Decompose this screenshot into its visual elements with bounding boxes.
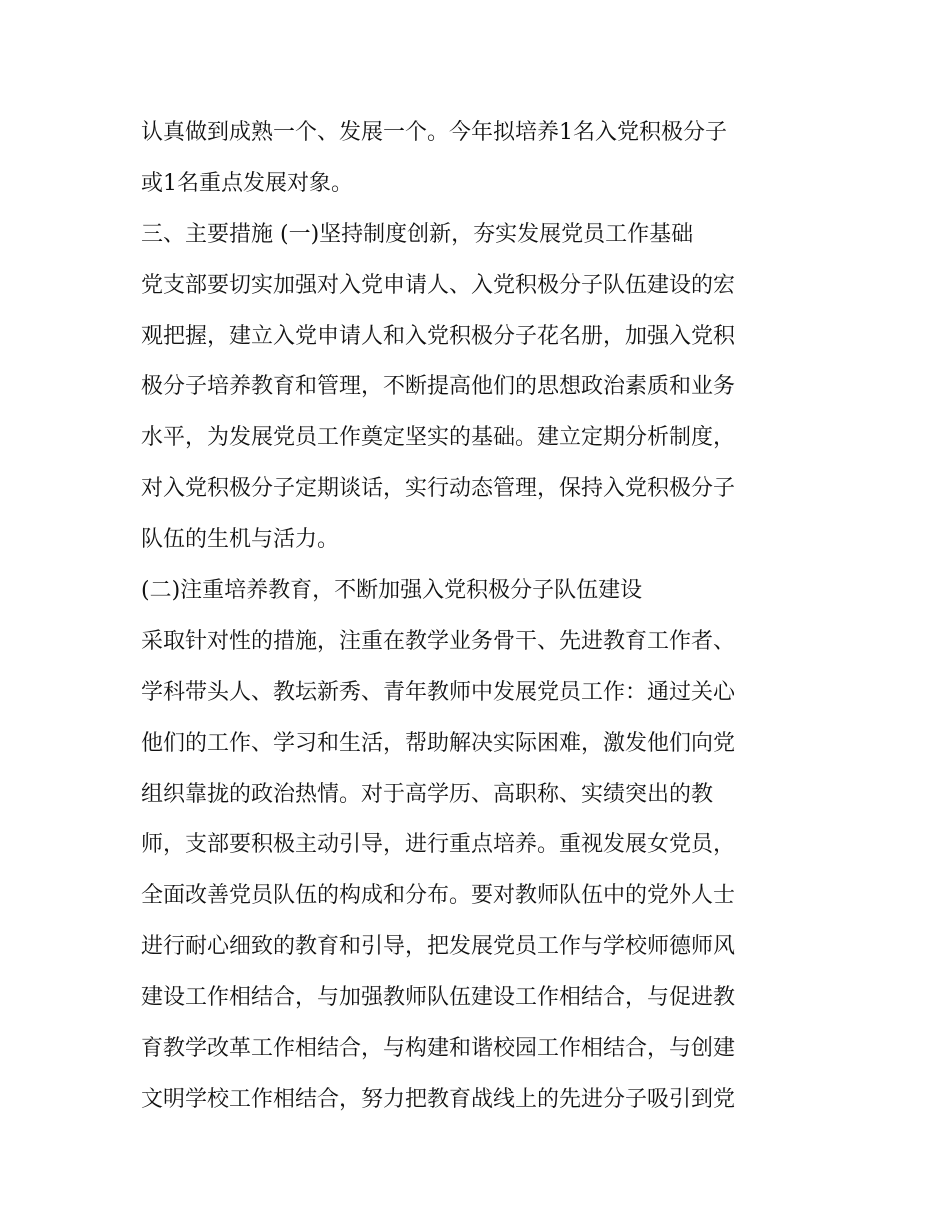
text-line: 文明学校工作相结合，努力把教育战线上的先进分子吸引到党 — [141, 1086, 736, 1112]
text-line: 水平，为发展党员工作奠定坚实的基础。建立定期分析制度， — [141, 425, 736, 451]
text-line: 认真做到成熟一个、发展一个。今年拟培养1名入党积极分子 — [141, 120, 727, 145]
text-line: 采取针对性的措施，注重在教学业务骨干、先进教育工作者、 — [141, 628, 736, 654]
text-line: 学科带头人、教坛新秀、青年教师中发展党员工作：通过关心 — [141, 679, 736, 705]
text-line: 极分子培养教育和管理，不断提高他们的思想政治素质和业务 — [141, 374, 736, 400]
text-line: 党支部要切实加强对入党申请人、入党积极分子队伍建设的宏 — [141, 272, 736, 298]
document-body — [141, 108, 821, 1126]
text-line: 全面改善党员队伍的构成和分布。要对教师队伍中的党外人士 — [141, 883, 736, 909]
text-line: 进行耐心细致的教育和引导，把发展党员工作与学校师德师风 — [141, 934, 736, 960]
section-heading: 三、主要措施 (一)坚持制度创新，夯实发展党员工作基础 — [141, 221, 694, 247]
text-line: 组织靠拢的政治热情。对于高学历、高职称、实绩突出的教 — [141, 781, 714, 807]
text-line: 育教学改革工作相结合，与构建和谐校园工作相结合，与创建 — [141, 1036, 736, 1062]
text-line: 建设工作相结合，与加强教师队伍建设工作相结合，与促进教 — [141, 985, 736, 1011]
text-line: 观把握，建立入党申请人和入党积极分子花名册，加强入党积 — [141, 323, 736, 349]
text-line: 师，支部要积极主动引导，进行重点培养。重视发展女党员， — [141, 832, 736, 858]
text-line: 或1名重点发展对象。 — [141, 170, 353, 196]
subsection-heading: (二)注重培养教育，不断加强入党积极分子队伍建设 — [141, 578, 643, 604]
text-line: 对入党积极分子定期谈话，实行动态管理，保持入党积极分子 — [141, 476, 736, 502]
text-line: 他们的工作、学习和生活，帮助解决实际困难，激发他们向党 — [141, 730, 736, 756]
text-line: 队伍的生机与活力。 — [141, 527, 340, 553]
